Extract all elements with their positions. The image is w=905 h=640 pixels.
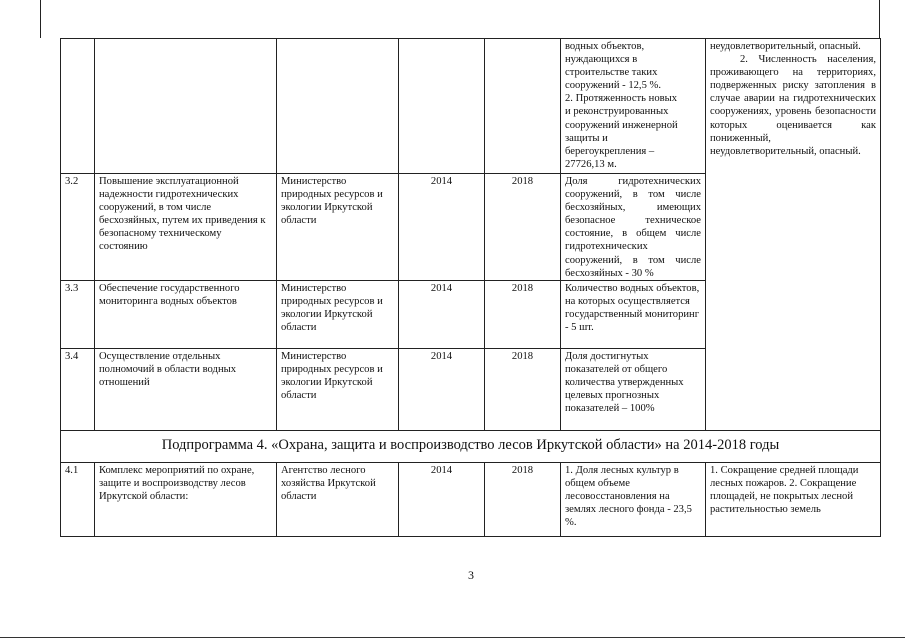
row-result: 1. Доля лесных культур в общем объеме лесовосстановления на землях лесного фонда - 23,5 %. xyxy=(561,463,706,537)
scan-edge-line xyxy=(0,637,905,638)
row-end-year: 2018 xyxy=(485,281,561,349)
row-effect: 1. Сокращение средней площади лесных пожаров. 2. Сокращение площадей, не покрытых лесной растительностью земель xyxy=(706,463,881,537)
row-name: Осуществление отдельных полномочий в области водных отношений xyxy=(95,349,277,431)
row-result: Доля достигнутых показателей от общего количества утвержденных целевых прогнозных показателей – 100% xyxy=(561,349,706,431)
effect-text: 2. Численность населения, проживающего на территориях, подверженных риску затопления в случае аварии на гидротехнических сооружениях, уровень безопасности которых оценивается как пониженный, неудовлетворительный, опасный. xyxy=(710,54,876,157)
cell-start xyxy=(399,39,485,174)
row-start-year: 2014 xyxy=(399,174,485,281)
result-line: защиты и xyxy=(565,132,608,144)
cell-num xyxy=(61,39,95,174)
row-result: Количество водных объектов, на которых осуществляется государственный мониторинг - 5 шт. xyxy=(561,281,706,349)
row-end-year: 2018 xyxy=(485,174,561,281)
result-line: нуждающихся в xyxy=(565,54,638,66)
row-executor: Министерство природных ресурсов и экологии Иркутской области xyxy=(277,174,399,281)
cell-executor xyxy=(277,39,399,174)
result-line: сооружений - 12,5 %. xyxy=(565,80,661,92)
row-start-year: 2014 xyxy=(399,349,485,431)
cell-result xyxy=(561,39,706,174)
result-line: берегоукрепления – xyxy=(565,145,655,157)
table-row-continuation xyxy=(61,39,881,174)
row-number: 3.4 xyxy=(61,349,95,431)
row-end-year: 2018 xyxy=(485,463,561,537)
row-number: 3.3 xyxy=(61,281,95,349)
row-executor: Министерство природных ресурсов и экологии Иркутской области xyxy=(277,349,399,431)
row-end-year: 2018 xyxy=(485,349,561,431)
result-line: водных объектов, xyxy=(565,41,645,52)
row-start-year: 2014 xyxy=(399,281,485,349)
row-name: Обеспечение государственного мониторинга водных объектов xyxy=(95,281,277,349)
program-table xyxy=(60,38,881,537)
table-row xyxy=(61,463,881,537)
row-number: 4.1 xyxy=(61,463,95,537)
cell-end xyxy=(485,39,561,174)
page-number: 3 xyxy=(468,568,474,582)
cell-name xyxy=(95,39,277,174)
subprogram-heading-row xyxy=(61,431,881,463)
result-line: и реконструированных xyxy=(565,106,669,118)
result-line: строительстве таких xyxy=(565,67,658,79)
result-line: 27726,13 м. xyxy=(565,158,617,170)
row-executor: Агентство лесного хозяйства Иркутской области xyxy=(277,463,399,537)
cell-effect-merged xyxy=(706,39,881,431)
result-line: сооружений инженерной xyxy=(565,119,678,131)
page-frame-edge xyxy=(40,0,880,38)
row-name: Повышение эксплуатационной надежности гидротехнических сооружений, в том числе бесхозяйных, путем их приведения к безопасному техническому состоянию xyxy=(95,174,277,281)
row-start-year: 2014 xyxy=(399,463,485,537)
row-executor: Министерство природных ресурсов и экологии Иркутской области xyxy=(277,281,399,349)
row-number: 3.2 xyxy=(61,174,95,281)
row-name: Комплекс мероприятий по охране, защите и воспроизводству лесов Иркутской области: xyxy=(95,463,277,537)
subprogram-title: Подпрограмма 4. «Охрана, защита и воспроизводство лесов Иркутской области» на 2014-2018 годы xyxy=(61,431,881,463)
effect-text: неудовлетворительный, опасный. xyxy=(710,41,861,52)
result-line: 2. Протяженность новых xyxy=(565,93,678,105)
row-result: Доля гидротехнических сооружений, в том числе бесхозяйных, имеющих безопасное техническое состояние, в общем числе гидротехнических сооружений, в том числе бесхозяйных - 30 % xyxy=(561,174,706,281)
